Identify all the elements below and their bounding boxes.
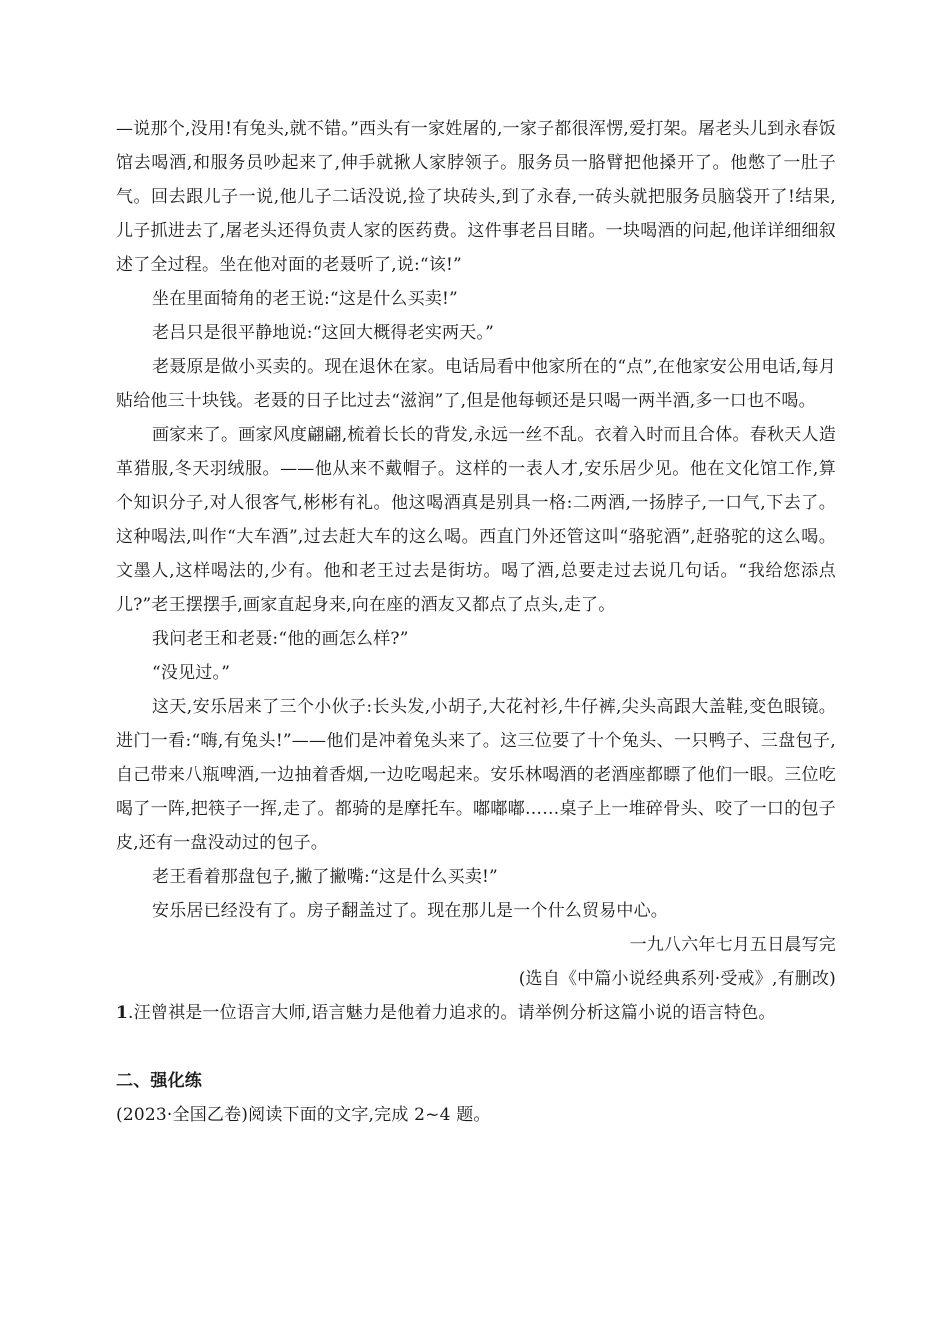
article-paragraph: 老吕只是很平静地说:“这回大概得老实两天。” <box>152 323 495 343</box>
article-paragraph: 老王看着那盘包子,撇了撇嘴:“这是什么买卖!” <box>152 867 498 887</box>
article-paragraph: 我问老王和老聂:“他的画怎么样?” <box>152 629 409 649</box>
question-1 <box>116 996 836 1030</box>
section-intro: (2023·全国乙卷)阅读下面的文字,完成 2~4 题。 <box>116 1105 491 1125</box>
article-paragraph: —说那个,没用!有兔头,就不错。”西头有一家姓屠的,一家子都很浑愣,爱打架。屠老头儿到永春饭馆去喝酒,和服务员吵起来了,伸手就揪人家脖领子。服务员一胳臂把他搡开了。他憋了一肚子气。回去跟儿子一说,他儿子二话没说,捡了块砖头,到了永春,一砖头就把服务员脑袋开了!结果,儿子抓进去了,屠老头还得负责人家的医药费。这件事老吕目睹。一块喝酒的问起,他详详细细叙述了全过程。坐在他对面的老聂听了,说:“该!” <box>116 119 836 275</box>
article-paragraph: 老聂原是做小买卖的。现在退休在家。电话局看中他家所在的“点”,在他家安公用电话,每月贴给他三十块钱。老聂的日子比过去“滋润”了,但是他每顿还是只喝一两半酒,多一口也不喝。 <box>116 357 836 411</box>
question-number: 1 <box>116 1003 129 1023</box>
article-source: (选自《中篇小说经典系列·受戒》,有删改) <box>518 969 836 989</box>
article-paragraph: 这天,安乐居来了三个小伙子:长头发,小胡子,大花衬衫,牛仔裤,尖头高跟大盖鞋,变色眼镜。进门一看:“嗨,有兔头!”——他们是冲着兔头来了。这三位要了十个兔头、一只鸭子、三盘包子,自己带来八瓶啤酒,一边抽着香烟,一边吃喝起来。安乐林喝酒的老酒座都瞟了他们一眼。三位吃喝了一阵,把筷子一挥,走了。都骑的是摩托车。嘟嘟嘟……桌子上一堆碎骨头、咬了一口的包子皮,还有一盘没动过的包子。 <box>116 697 836 853</box>
spacer <box>116 1030 836 1064</box>
document-page <box>116 112 836 1132</box>
article-paragraph: 坐在里面犄角的老王说:“这是什么买卖!” <box>152 289 458 309</box>
article-paragraph: 画家来了。画家风度翩翩,梳着长长的背发,永远一丝不乱。衣着入时而且合体。春秋天人造革猎服,冬天羽绒服。——他从来不戴帽子。这样的一表人才,安乐居少见。他在文化馆工作,算个知识分子,对人很客气,彬彬有礼。他这喝酒真是别具一格:二两酒,一扬脖子,一口气,下去了。这种喝法,叫作“大车酒”,过去赶大车的这么喝。西直门外还管这叫“骆驼酒”,赶骆驼的这么喝。文墨人,这样喝法的,少有。他和老王过去是街坊。喝了酒,总要走过去说几句话。“我给您添点儿?”老王摆摆手,画家直起身来,向在座的酒友又都点了点头,走了。 <box>116 425 836 615</box>
article-paragraph: “没见过。” <box>152 663 231 683</box>
article-date: 一九八六年七月五日晨写完 <box>629 935 836 955</box>
section-heading: 二、强化练 <box>116 1071 202 1091</box>
question-text: .汪曾祺是一位语言大师,语言魅力是他着力追求的。请举例分析这篇小说的语言特色。 <box>128 1003 776 1023</box>
article-paragraph: 安乐居已经没有了。房子翻盖过了。现在那儿是一个什么贸易中心。 <box>152 901 668 921</box>
